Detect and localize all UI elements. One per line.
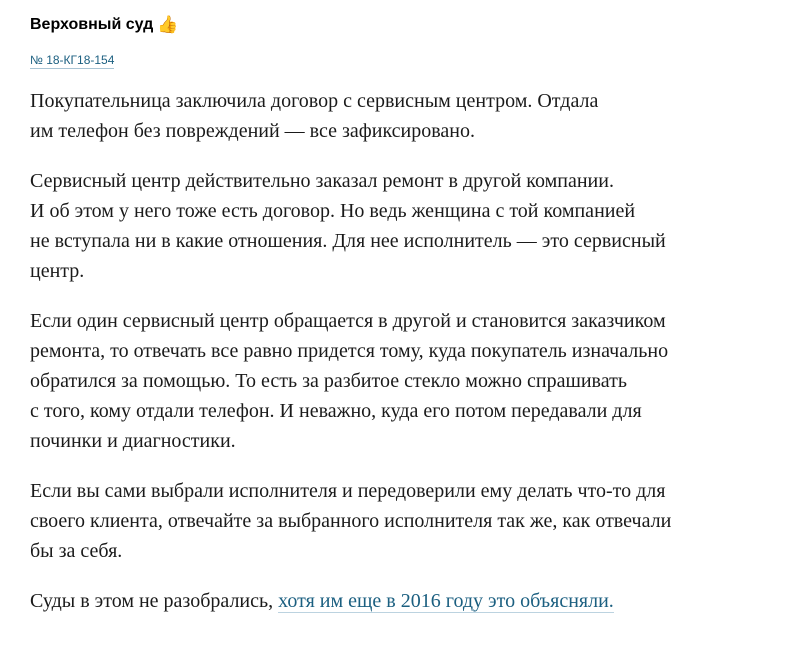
case-number-link[interactable]: № 18-КГ18-154: [30, 53, 115, 67]
paragraph-line: починки и диагностики.: [30, 430, 236, 452]
paragraph-line: Сервисный центр действительно заказал ремонт в другой компании.: [30, 170, 614, 192]
paragraph-3: [30, 306, 780, 456]
paragraph-4: [30, 476, 780, 566]
paragraph-line: своего клиента, отвечайте за выбранного исполнителя так же, как отвечали: [30, 510, 672, 532]
article-section: [30, 14, 780, 636]
paragraph-line: центр.: [30, 260, 85, 282]
paragraph-line: И об этом у него тоже есть договор. Но ведь женщина с той компанией: [30, 200, 636, 222]
paragraph-line: обратился за помощью. То есть за разбитое стекло можно спрашивать: [30, 370, 627, 392]
paragraph-line: Если вы сами выбрали исполнителя и передоверили ему делать что-то для: [30, 480, 666, 502]
paragraph-line: с того, кому отдали телефон. И неважно, куда его потом передавали для: [30, 400, 642, 422]
paragraph-line: им телефон без повреждений — все зафиксировано.: [30, 120, 475, 142]
section-title: Верховный суд: [30, 16, 154, 33]
paragraph-1: [30, 86, 780, 146]
paragraph-line: Покупательница заключила договор с сервисным центром. Отдала: [30, 90, 599, 112]
paragraph-line: [30, 586, 780, 616]
paragraph-line: Если один сервисный центр обращается в другой и становится заказчиком: [30, 310, 666, 332]
article-body: [30, 86, 780, 616]
paragraph-2: [30, 166, 780, 286]
section-heading: [30, 14, 780, 38]
final-text: Суды в этом не разобрались,: [30, 590, 279, 612]
thumbs-up-icon: 👍: [157, 15, 179, 35]
paragraph-line: не вступала ни в какие отношения. Для нее исполнитель — это сервисный: [30, 230, 666, 252]
paragraph-final: [30, 586, 780, 616]
explanation-link[interactable]: хотя им еще в 2016 году это объясняли.: [278, 590, 614, 612]
paragraph-line: бы за себя.: [30, 540, 123, 562]
paragraph-line: ремонта, то отвечать все равно придется тому, куда покупатель изначально: [30, 340, 669, 362]
